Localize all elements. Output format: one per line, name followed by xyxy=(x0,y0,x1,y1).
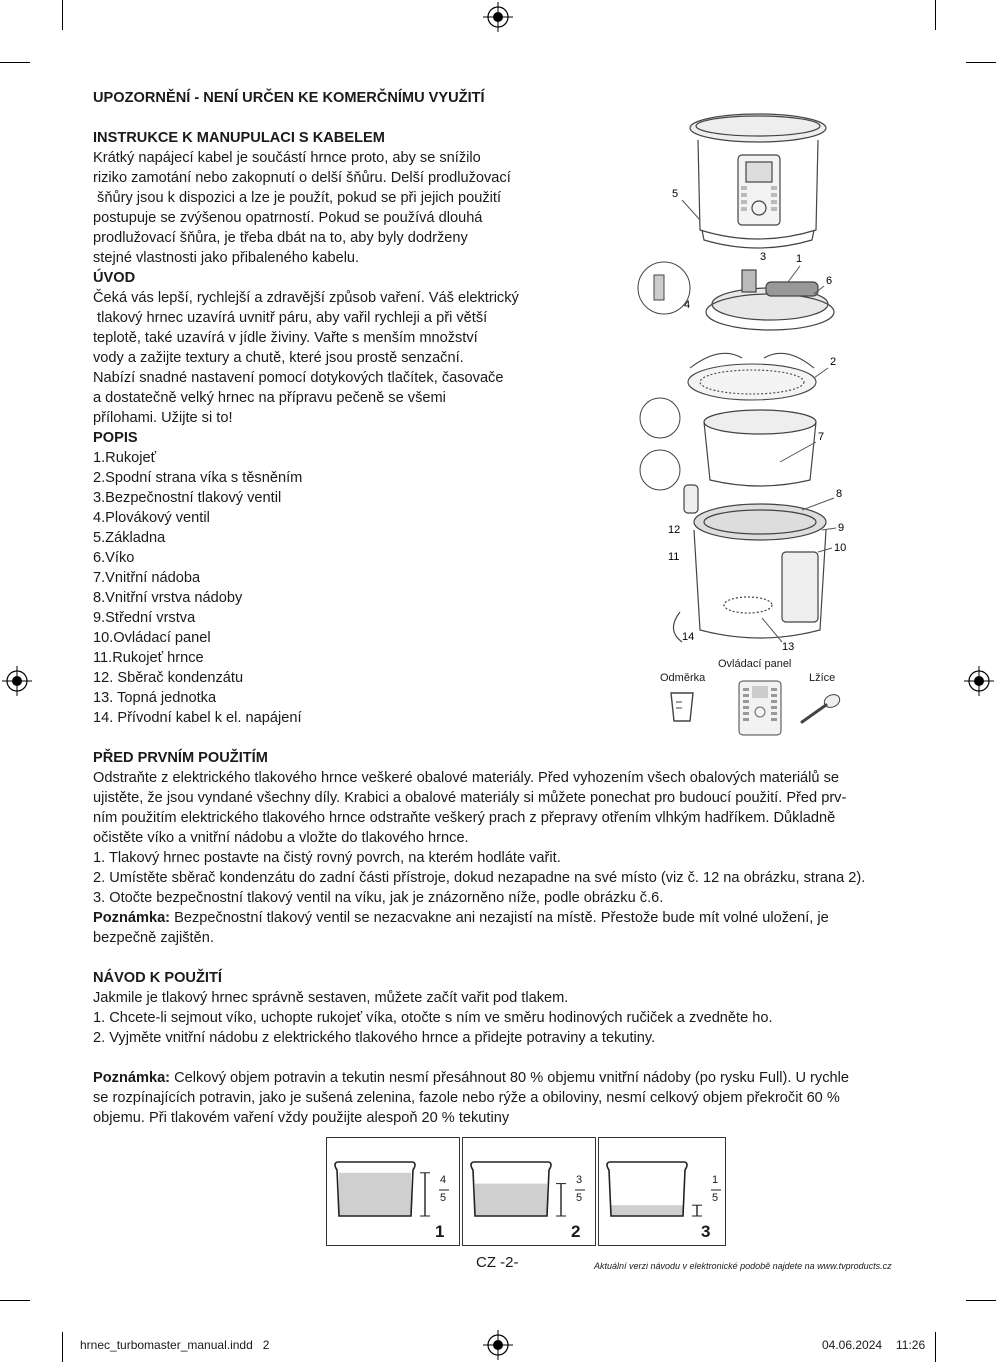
fill-level-fill xyxy=(611,1205,683,1216)
crop-mark xyxy=(62,0,63,30)
before-first-use-line: 1. Tlakový hrnec postavte na čistý rovný povrch, na kterém hodláte vařit. xyxy=(93,850,561,866)
callout-label: 5 xyxy=(672,188,679,200)
valve-inset xyxy=(640,450,680,490)
intro-line: Čeká vás lepší, rychlejší a zdravější způsob vaření. Váš elektrický xyxy=(93,290,519,306)
cable-line: riziko zamotání nebo zakopnutí o delší šňůru. Delší prodlužovací xyxy=(93,170,511,186)
accessory-label-control-panel: Ovládací panel xyxy=(718,658,792,670)
fraction-numerator: 4 xyxy=(440,1174,447,1186)
callout-label: 13 xyxy=(782,641,795,653)
cooker-exploded-diagram xyxy=(630,90,940,660)
intro-line: a dostatečně velký hrnec na přípravu pečeně se všemi xyxy=(93,390,446,406)
cable-line: postupuje se zvýšenou opatrností. Pokud se používá dlouhá xyxy=(93,210,483,226)
fill-level-panel xyxy=(598,1137,726,1246)
before-first-use-section xyxy=(93,748,905,948)
intro-line: tlakový hrnec uzavírá uvnitř páru, aby vařil rychleji a při větší xyxy=(93,310,488,326)
spoon-icon xyxy=(798,692,842,726)
registration-mark-icon xyxy=(483,1330,513,1360)
callout-label: 14 xyxy=(682,631,695,643)
description-item: 2.Spodní strana víka s těsněním xyxy=(93,470,303,486)
before-first-use-line: 2. Umístěte sběrač kondenzátu do zadní části přístroje, dokud nezapadne na své místo (viz č. 12 na obrázku, strana 2). xyxy=(93,870,866,886)
lid-underside-illustration xyxy=(688,353,816,400)
description-item: 4.Plovákový ventil xyxy=(93,510,210,526)
crop-mark xyxy=(935,1332,936,1362)
registration-mark-icon xyxy=(2,666,32,696)
fraction-denominator: 5 xyxy=(576,1192,583,1204)
instructions-note-line: objemu. Při tlakovém vaření vždy použijte alespoň 20 % tekutiny xyxy=(93,1110,510,1126)
before-first-use-line: 3. Otočte bezpečnostní tlakový ventil na víku, jak je znázorněno níže, podle obrázku č.6. xyxy=(93,890,664,906)
note-label: Poznámka: xyxy=(93,910,171,926)
instructions-note-line: se rozpínajících potravin, jako je sušená zelenina, fazole nebo rýže a obiloviny, nesmí celkový objem překročit 60 % xyxy=(93,1090,840,1106)
warning-heading: UPOZORNĚNÍ - NENÍ URČEN KE KOMERČNÍMU VYUŽITÍ xyxy=(93,90,485,106)
intro-line: Nabízí snadné nastavení pomocí dotykových tlačítek, časovače xyxy=(93,370,504,386)
registration-mark-icon xyxy=(964,666,994,696)
callout-label: 12 xyxy=(668,524,681,536)
before-first-use-note-line: bezpečně zajištěn. xyxy=(93,930,214,946)
description-item: 12. Sběrač kondenzátu xyxy=(93,670,244,686)
before-first-use-line: ujistěte, že jsou vyndané všechny díly. Krabici a obalové materiály si můžete ponechat pro budoucí použití. Před prv- xyxy=(93,790,847,806)
instructions-heading: NÁVOD K POUŽITÍ xyxy=(93,970,222,986)
intro-heading: ÚVOD xyxy=(93,270,136,286)
fill-level-fill xyxy=(339,1173,411,1216)
cable-section xyxy=(93,128,519,728)
slug-time: 11:26 xyxy=(896,1338,926,1352)
callout-label: 7 xyxy=(818,431,825,443)
crop-mark xyxy=(966,1300,996,1301)
online-note: Aktuální verzi návodu v elektronické podobě najdete na www.tvproducts.cz xyxy=(594,1261,892,1271)
fill-diagram-number: 3 xyxy=(701,1222,711,1241)
callout-label: 10 xyxy=(834,542,847,554)
callout-label: 11 xyxy=(668,551,680,563)
control-panel-icon xyxy=(738,680,782,736)
description-item: 6.Víko xyxy=(93,550,135,566)
measuring-cup-icon xyxy=(668,690,696,724)
callout-label: 1 xyxy=(796,253,803,265)
intro-line: přílohami. Užijte si to! xyxy=(93,410,233,426)
description-item: 10.Ovládací panel xyxy=(93,630,211,646)
callout-label: 6 xyxy=(826,275,833,287)
lid-illustration xyxy=(706,270,834,330)
note-text: Bezpečnostní tlakový ventil se nezacvakne ani nezajistí na místě. Přestože bude mít volné uložení, je xyxy=(170,910,829,926)
description-item: 7.Vnitřní nádoba xyxy=(93,570,201,586)
description-item: 1.Rukojeť xyxy=(93,450,157,466)
crop-mark xyxy=(62,1332,63,1362)
fill-diagram-number: 1 xyxy=(435,1222,445,1241)
fraction-denominator: 5 xyxy=(712,1192,719,1204)
fraction-numerator: 1 xyxy=(712,1174,719,1186)
intro-line: teplotě, také uzavírá v jídle živiny. Vařte s menším množství xyxy=(93,330,478,346)
fill-level-diagrams xyxy=(326,1137,726,1246)
crop-mark xyxy=(935,0,936,30)
valve-inset xyxy=(640,398,680,438)
cooker-base-illustration xyxy=(690,114,826,248)
slug-file: hrnec_turbomaster_manual.indd 2 xyxy=(80,1338,270,1352)
float-valve-inset xyxy=(638,262,690,314)
callout-label: 8 xyxy=(836,488,843,500)
instructions-section xyxy=(93,968,905,1128)
inner-pot-illustration xyxy=(704,410,816,486)
description-item: 3.Bezpečnostní tlakový ventil xyxy=(93,490,282,506)
cable-line: prodlužovací šňůra, je třeba dbát na to, aby byly dodrženy xyxy=(93,230,468,246)
fraction-numerator: 3 xyxy=(576,1174,583,1186)
crop-mark xyxy=(966,62,996,63)
instructions-line: 1. Chcete-li sejmout víko, uchopte rukojeť víka, otočte s ním ve směru hodinových ručiček a zvedněte ho. xyxy=(93,1010,773,1026)
instructions-note xyxy=(93,1068,905,1088)
crop-mark xyxy=(0,1300,30,1301)
instructions-line: 2. Vyjměte vnitřní nádobu z elektrického tlakového hrnce a přidejte potraviny a tekutiny. xyxy=(93,1030,656,1046)
before-first-use-line: Odstraňte z elektrického tlakového hrnce veškeré obalové materiály. Před vyhozením všech obalových materiálů se xyxy=(93,770,839,786)
fraction-denominator: 5 xyxy=(440,1192,447,1204)
cable-heading: INSTRUKCE K MANUPULACI S KABELEM xyxy=(93,130,385,146)
accessory-label-spoon: Lžíce xyxy=(809,672,836,684)
callout-label: 9 xyxy=(838,522,845,534)
page-number: CZ -2- xyxy=(476,1254,519,1271)
description-item: 11.Rukojeť hrnce xyxy=(93,650,204,666)
fill-level-panel xyxy=(326,1137,460,1246)
description-item: 8.Vnitřní vrstva nádoby xyxy=(93,590,243,606)
fill-level-panel xyxy=(462,1137,596,1246)
before-first-use-note xyxy=(93,908,905,928)
description-item: 9.Střední vrstva xyxy=(93,610,196,626)
description-heading: POPIS xyxy=(93,430,138,446)
callout-label: 2 xyxy=(830,356,837,368)
note-text: Celkový objem potravin a tekutin nesmí přesáhnout 80 % objemu vnitřní nádoby (po rysku Full). U rychle xyxy=(170,1070,849,1086)
before-first-use-heading: PŘED PRVNÍM POUŽITÍM xyxy=(93,750,268,766)
intro-line: vody a zažijte textury a chutě, které jsou prostě senzační. xyxy=(93,350,464,366)
note-label: Poznámka: xyxy=(93,1070,171,1086)
slug-date: 04.06.2024 xyxy=(822,1338,883,1352)
registration-mark-icon xyxy=(483,2,513,32)
cable-line: šňůry jsou k dispozici a lze je použít, pokud se při jejich použití xyxy=(93,190,502,206)
description-item: 14. Přívodní kabel k el. napájení xyxy=(93,710,302,726)
description-item: 13. Topná jednotka xyxy=(93,690,217,706)
callout-label: 3 xyxy=(760,251,767,263)
cable-line: Krátký napájecí kabel je součástí hrnce proto, aby se snížilo xyxy=(93,150,481,166)
before-first-use-line: ním použitím elektrického tlakového hrnce odstraňte veškerý prach z přepravy otřením vlhkým hadříkem. Důkladně xyxy=(93,810,836,826)
callout-label: 4 xyxy=(684,299,691,311)
fill-level-fill xyxy=(475,1184,547,1216)
description-item: 5.Základna xyxy=(93,530,166,546)
before-first-use-line: očistěte víko a vnitřní nádobu a vložte do tlakového hrnce. xyxy=(93,830,469,846)
crop-mark xyxy=(0,62,30,63)
cooker-body-illustration xyxy=(673,485,826,642)
fill-diagram-number: 2 xyxy=(571,1222,581,1241)
instructions-line: Jakmile je tlakový hrnec správně sestaven, můžete začít vařit pod tlakem. xyxy=(93,990,569,1006)
cable-line: stejné vlastnosti jako přibaleného kabelu. xyxy=(93,250,360,266)
accessory-label-measuring-cup: Odměrka xyxy=(660,672,706,684)
